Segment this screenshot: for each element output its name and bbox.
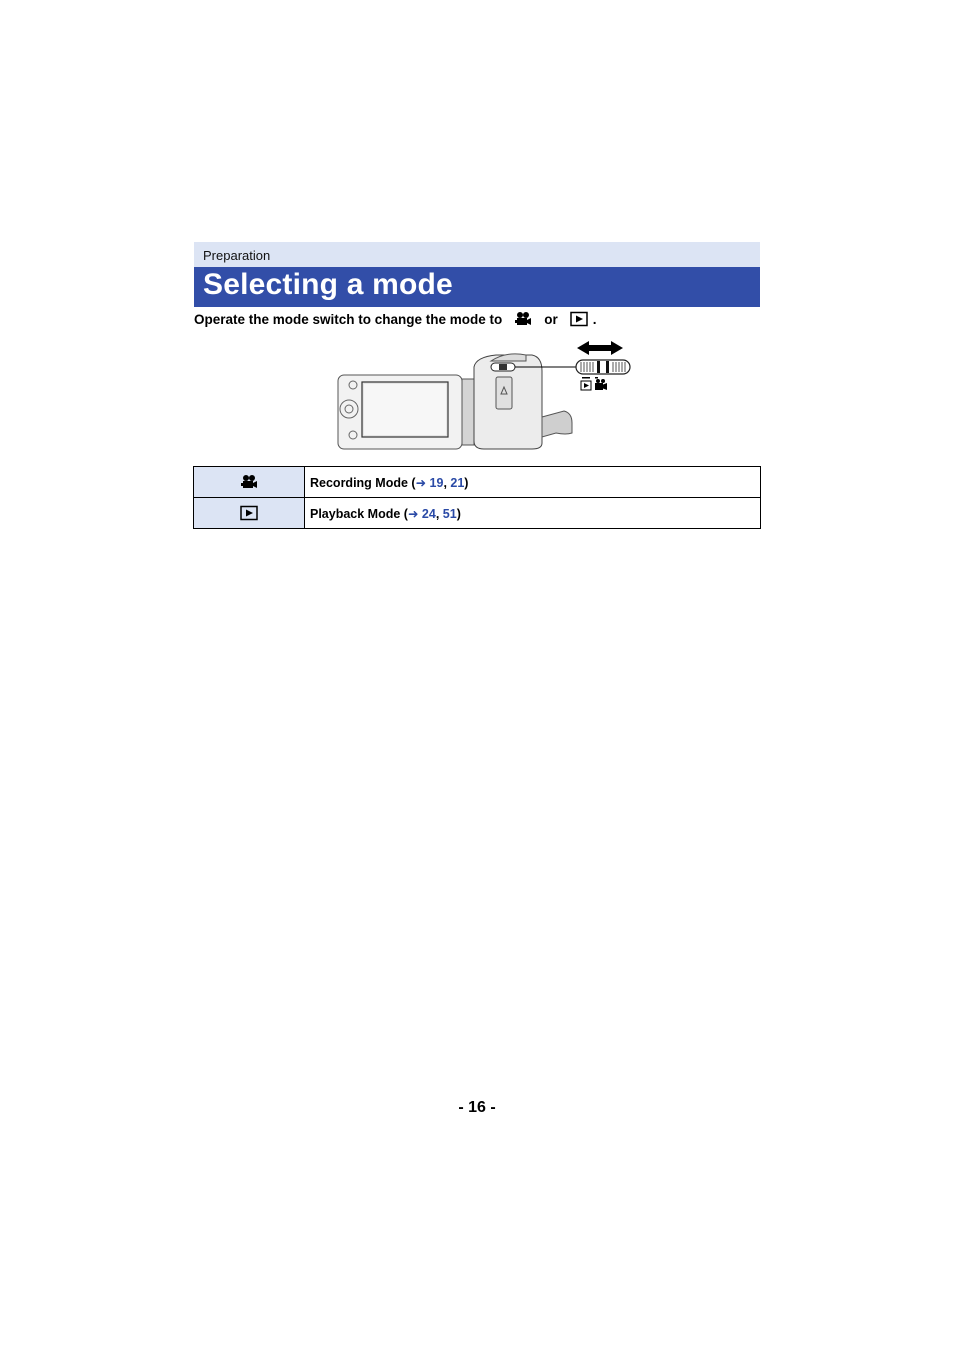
instruction-or: or [544, 311, 558, 327]
playback-icon [570, 311, 588, 327]
mode-description [305, 498, 761, 529]
instruction-end: . [592, 311, 597, 327]
mode-icon-cell [194, 467, 305, 498]
page-link[interactable]: 24 [421, 506, 436, 521]
table-row [194, 498, 761, 529]
separator: , [443, 475, 451, 490]
mode-label: Recording Mode ( [310, 475, 416, 490]
section-header [194, 242, 760, 267]
mode-icon-cell [194, 498, 305, 529]
page-link[interactable]: 51 [442, 506, 457, 521]
table-row [194, 467, 761, 498]
instruction-text: Operate the mode switch to change the mode to [194, 311, 503, 327]
mode-label: Playback Mode ( [310, 506, 408, 521]
page-link[interactable]: 21 [450, 475, 465, 490]
title-bar [194, 267, 760, 307]
movie-camera-icon [514, 311, 532, 327]
playback-icon [240, 505, 258, 521]
reference-arrow: ➜ [415, 475, 427, 490]
page-link[interactable]: 19 [429, 475, 444, 490]
page-number: - 16 - [458, 1099, 496, 1116]
close-paren: ) [464, 475, 469, 490]
mode-description [305, 467, 761, 498]
separator: , [435, 506, 443, 521]
reference-arrow: ➜ [407, 506, 419, 521]
modes-table [193, 466, 761, 529]
instruction [194, 311, 597, 327]
movie-camera-icon [240, 474, 258, 490]
close-paren: ) [456, 506, 461, 521]
camcorder-illustration [336, 337, 636, 453]
page-title: Selecting a mode [203, 268, 453, 301]
section-label: Preparation [203, 248, 271, 263]
